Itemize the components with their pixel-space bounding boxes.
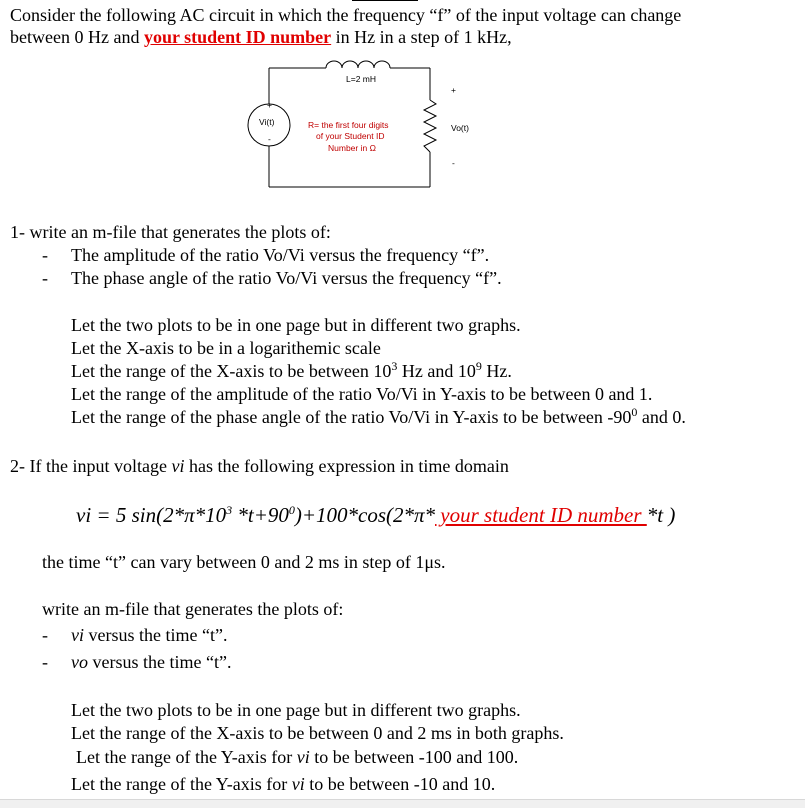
q2-l3-post: to be between -100 and 100.	[309, 747, 519, 767]
q2-mfile: write an m-file that generates the plots of:	[42, 599, 344, 619]
q2-b2-text: versus the time “t”.	[88, 652, 232, 672]
q1-heading: 1- write an m-file that generates the plots of:	[10, 222, 331, 242]
q2-b1-var: vi	[71, 625, 84, 645]
q1-l3-mid: Hz and 10	[397, 361, 476, 381]
q1-l5-pre: Let the range of the phase angle of the ratio Vo/Vi in Y-axis to be between -90	[71, 407, 632, 427]
q2-b1-text: versus the time “t”.	[84, 625, 228, 645]
q1-l3-pre: Let the range of the X-axis to be between 10	[71, 361, 392, 381]
q2-heading-pre: 2- If the input voltage	[10, 456, 172, 476]
q2-bullet-dash-2: -	[42, 652, 48, 672]
output-label: Vo(t)	[451, 123, 469, 133]
q2-bullet-dash-1: -	[42, 625, 48, 645]
intro-text-pre: between 0 Hz and	[10, 27, 144, 47]
q1-instruction-1: Let the two plots to be in one page but in different two graphs.	[71, 315, 521, 335]
q2-b2-var: vo	[71, 652, 88, 672]
source-label: Vi(t)	[259, 117, 275, 127]
q2-time-line: the time “t” can vary between 0 and 2 ms in step of 1μs.	[42, 552, 446, 572]
q2-equation	[76, 503, 675, 527]
q2-l4-var: vi	[291, 774, 305, 794]
eq-mid2: )+100*cos(2*π*	[294, 503, 436, 527]
inductor-label: L=2 mH	[346, 74, 376, 84]
output-plus: +	[451, 85, 456, 95]
resistor-label-1: R= the first four digits	[308, 120, 389, 130]
eq-post: *t )	[646, 503, 676, 527]
eq-sup2: 0	[288, 503, 295, 517]
resistor-label-3: Number in Ω	[328, 143, 376, 153]
source-minus: -	[268, 134, 271, 144]
q2-bullet-2	[71, 651, 231, 673]
output-minus: -	[452, 158, 455, 168]
student-id-link: your student ID number	[143, 27, 332, 47]
intro-line-1: Consider the following AC circuit in which the frequency “f” of the input voltage can change	[10, 5, 682, 25]
q1-instruction-3	[71, 360, 512, 382]
q1-l3-sup1: 3	[391, 359, 398, 373]
intro-text-post: in Hz in a step of 1 kHz,	[331, 27, 512, 47]
q1-instruction-4: Let the range of the amplitude of the ratio Vo/Vi in Y-axis to be between 0 and 1.	[71, 384, 653, 404]
q1-l3-post: Hz.	[481, 361, 512, 381]
resistor-label-2: of your Student ID	[316, 131, 385, 141]
q1-bullet-2: The phase angle of the ratio Vo/Vi versus the frequency “f”.	[71, 268, 502, 288]
q2-instruction-2: Let the range of the X-axis to be between 0 and 2 ms in both graphs.	[71, 723, 564, 743]
q2-instruction-4	[71, 773, 495, 795]
q2-l3-pre: Let the range of the Y-axis for	[76, 747, 297, 767]
q1-instruction-5	[71, 406, 686, 428]
q2-l4-post: to be between -10 and 10.	[304, 774, 496, 794]
q1-instruction-2: Let the X-axis to be in a logarithemic scale	[71, 338, 381, 358]
q2-l4-pre: Let the range of the Y-axis for	[71, 774, 292, 794]
intro-line-2	[10, 26, 512, 48]
inductor-symbol	[326, 61, 390, 68]
q2-heading-var: vi	[171, 456, 185, 476]
resistor-symbol	[424, 100, 436, 152]
q2-heading	[10, 455, 509, 477]
q1-l3-sup2: 9	[475, 359, 482, 373]
circuit-diagram	[240, 60, 470, 192]
eq-pre: vi = 5 sin(2*π*10	[76, 503, 227, 527]
eq-sup1: 3	[226, 503, 233, 517]
q2-l3-var: vi	[296, 747, 310, 767]
q1-bullet-dash-1: -	[42, 245, 48, 265]
q2-instruction-3	[76, 746, 518, 768]
source-plus: +	[267, 100, 272, 110]
q1-l5-sup: 0	[631, 405, 638, 419]
q2-instruction-1: Let the two plots to be in one page but in different two graphs.	[71, 700, 521, 720]
q1-bullet-1: The amplitude of the ratio Vo/Vi versus the frequency “f”.	[71, 245, 490, 265]
q1-bullet-dash-2: -	[42, 268, 48, 288]
q1-l5-post: and 0.	[637, 407, 686, 427]
q2-heading-post: has the following expression in time domain	[184, 456, 509, 476]
eq-mid: *t+90	[232, 503, 289, 527]
q2-bullet-1	[71, 624, 227, 646]
top-rule	[352, 0, 418, 1]
eq-student-id-link: your student ID number	[435, 503, 647, 527]
